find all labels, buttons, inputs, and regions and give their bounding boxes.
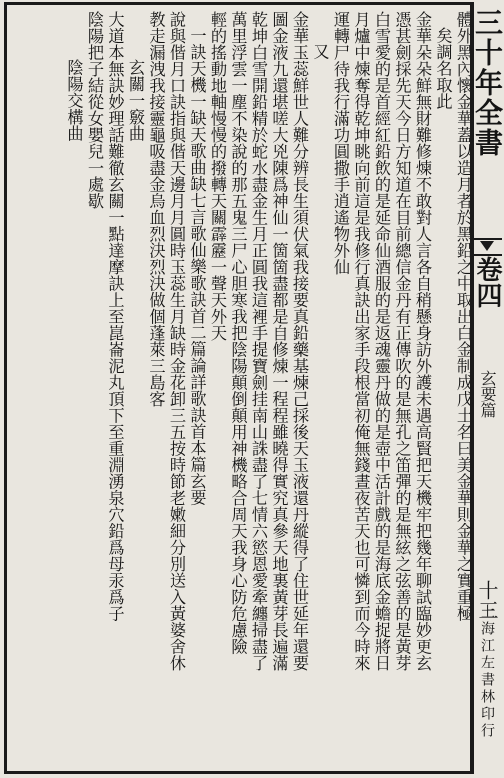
text-column: 一訣天機一缺天歌曲缺七言歌仙樂歌訣首二篇論詳歌訣首本篇玄要 xyxy=(187,27,207,506)
text-column: 金華玉蕊鮮世人難分辨長生須伏氣我接要真鉛藥基煉己採後天玉液還丹縱得了住世延年還要 xyxy=(290,11,309,671)
text-column: 大道本無訣妙理話難徹玄關一點達摩訣上至崑崙泥丸頂下至重淵湧泉穴鉛爲母汞爲子 xyxy=(105,11,125,622)
volume-label: 卷四 xyxy=(472,256,502,308)
text-column: 乾坤白雪開鉛精於蛇水盡金生月正圓我這裡手提寶劍挂南山誅盡了七情六慾恩愛牽纏掃盡了 xyxy=(249,11,268,671)
page-frame xyxy=(4,2,474,774)
text-column: 陰陽交構曲 xyxy=(64,59,84,142)
text-column: 金華朵朵鮮無財難修煉不敢對人言各自稍懸身訪外護未遇高賢把天機牢把幾年聊試臨妙更玄 xyxy=(413,11,432,671)
section-name: 玄要篇 xyxy=(478,370,497,418)
text-column: 圖金液九還堪嗟大兇陳爲神仙一箇箇盡都是自修煉一程程雖曉得實究真參天地裏黃芽長遍滿 xyxy=(269,11,289,671)
fishtail-mark xyxy=(472,238,502,256)
text-column: 說與偕月口訣指與偕天邊月月圓時玉蕊生月缺時金花卸三五按時節老嫩細分別送入黃婆舍休 xyxy=(167,11,186,671)
text-column: 憑甚劍採先天今日方知道在目前總信金丹有正傳吹的是無孔之笛彈的是無絃之弦善的是黃芽 xyxy=(392,11,412,671)
text-column: 陰陽把子結從女嬰兒一處歇 xyxy=(85,11,104,209)
text-column: 白雪愛的是首經紅鉛飲的是延命仙酒服的是返魂靈丹做的是壺中活計戲的是海底金蟾捉將日 xyxy=(372,11,391,671)
text-column: 運轉尸待我行滿功圓撒手逍遙物外仙 xyxy=(331,11,350,275)
text-column: 又 xyxy=(310,43,330,60)
text-column: 月爐中煉奪得乾坤眺向前這是我修行真訣出家手段根當初俺無錢晝夜苦天也可憐到而今時來 xyxy=(351,11,371,671)
text-column: 矣調名取此 xyxy=(433,27,453,110)
book-title: 三十年全書 xyxy=(471,8,504,158)
text-column: 輕的搖動地軸慢慢的撥轉天關霹靂一聲天外天 xyxy=(208,11,227,341)
text-column: 體外黑內懷金華蓋以造月者於黑鉛之中取出白金制成戊土名曰美金華則金華之實重極 xyxy=(454,11,473,622)
publisher-imprint: 上海江左書林印行 xyxy=(479,604,495,740)
text-column: 玄關一竅曲 xyxy=(126,59,145,142)
text-column: 教走漏洩我接靈龜吸盡金烏血烈決烈決做個蓬萊三島客 xyxy=(146,11,166,407)
main-text xyxy=(49,11,473,771)
fore-edge-margin xyxy=(470,2,504,774)
text-column: 萬里浮雲一塵不染說的那五鬼三尸心胆寒我把陰陽顛倒顛用神機略合周天我身心防危慮險 xyxy=(228,11,248,655)
page-number: 十三 xyxy=(475,580,499,620)
